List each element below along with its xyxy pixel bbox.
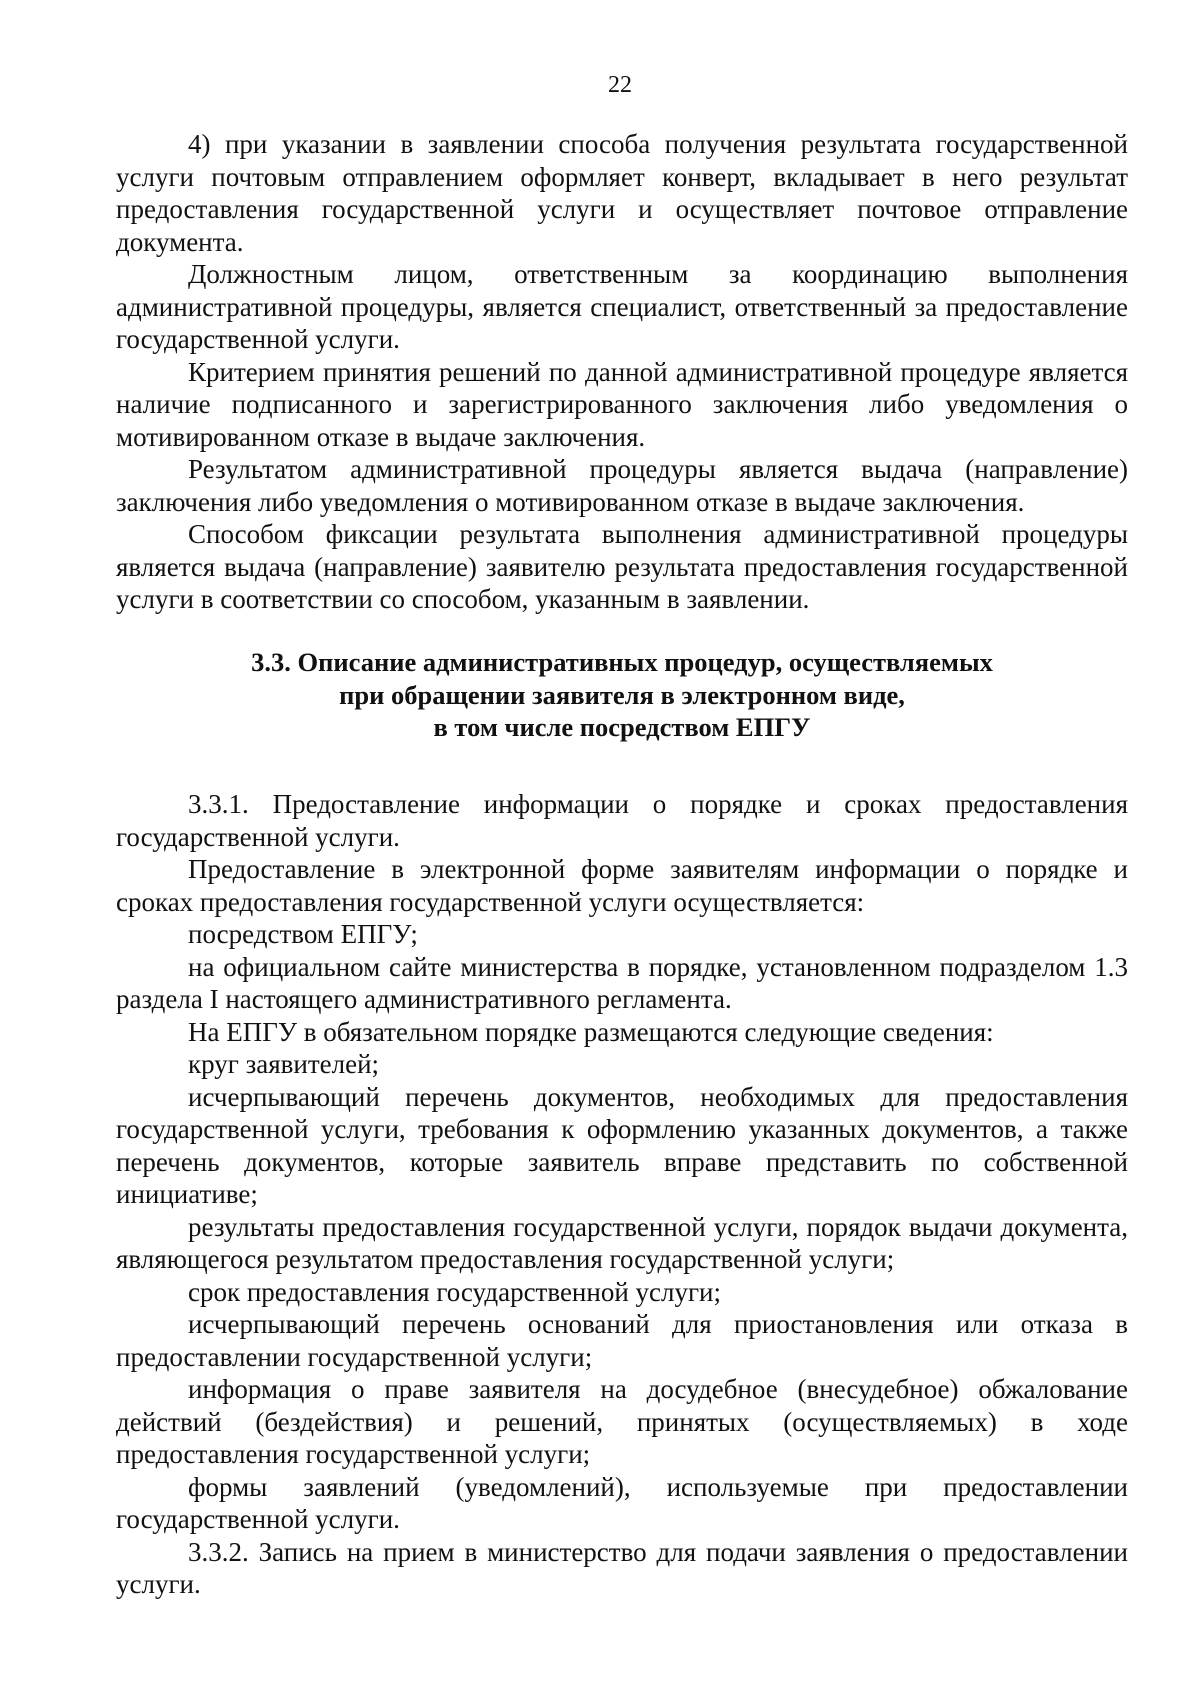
paragraph: исчерпывающий перечень документов, необходимых для предоставления государственной услуги, требования к оформлению указанных документов, а также перечень документов, которые заявитель вправе представить по собственной инициативе; xyxy=(116,1081,1128,1209)
section-heading-line: при обращении заявителя в электронном виде, xyxy=(339,679,905,710)
paragraph: информация о праве заявителя на досудебное (внесудебное) обжалование действий (бездействия) и решений, принятых (осуществляемых) в ходе предоставления государственной услуги; xyxy=(116,1374,1128,1469)
section-heading-line: в том числе посредством ЕПГУ xyxy=(433,712,811,742)
paragraph: Должностным лицом, ответственным за координацию выполнения административной процедуры, является специалист, ответственный за предоставление государственной услуги. xyxy=(116,259,1128,354)
paragraph: исчерпывающий перечень оснований для приостановления или отказа в предоставлении государственной услуги; xyxy=(116,1309,1128,1372)
paragraph: срок предоставления государственной услуги; xyxy=(188,1276,722,1307)
page-number: 22 xyxy=(608,72,632,98)
paragraph: Способом фиксации результата выполнения административной процедуры является выдача (направление) заявителю результата предоставления государственной услуги в соответствии со способом, указанным в заявлении. xyxy=(116,519,1128,614)
paragraph: посредством ЕПГУ; xyxy=(188,919,418,949)
paragraph: Результатом административной процедуры является выдача (направление) заключения либо уведомления о мотивированном отказе в выдаче заключения. xyxy=(116,454,1128,517)
paragraph: круг заявителей; xyxy=(188,1049,380,1079)
paragraph: Критерием принятия решений по данной административной процедуре является наличие подписанного и зарегистрированного заключения либо уведомления о мотивированном отказе в выдаче заключения. xyxy=(116,356,1128,452)
paragraph: 3.3.2. Запись на прием в министерство для подачи заявления о предоставлении услуги. xyxy=(116,1536,1128,1599)
paragraph: формы заявлений (уведомлений), используемые при предоставлении государственной услуги. xyxy=(116,1471,1128,1534)
section-heading-line: 3.3. Описание административных процедур, осуществляемых xyxy=(251,647,993,677)
paragraph: 3.3.1. Предоставление информации о порядке и сроках предоставления государственной услуги. xyxy=(116,789,1128,852)
body-text-before-heading xyxy=(116,128,1128,616)
paragraph: Предоставление в электронной форме заявителям информации о порядке и сроках предоставления государственной услуги осуществляется: xyxy=(116,854,1128,917)
section-heading xyxy=(116,646,1128,744)
paragraph: результаты предоставления государственной услуги, порядок выдачи документа, являющегося результатом предоставления государственной услуги; xyxy=(116,1211,1128,1274)
paragraph: 4) при указании в заявлении способа получения результата государственной услуги почтовым отправлением оформляет конверт, вкладывает в него результат предоставления государственной услуги и осуществляет почтовое отправление документа. xyxy=(116,129,1128,257)
paragraph: на официальном сайте министерства в порядке, установленном подразделом 1.3 раздела I настоящего административного регламента. xyxy=(116,951,1128,1014)
paragraph: На ЕПГУ в обязательном порядке размещаются следующие сведения: xyxy=(188,1016,994,1047)
body-text-after-heading xyxy=(116,788,1128,1601)
